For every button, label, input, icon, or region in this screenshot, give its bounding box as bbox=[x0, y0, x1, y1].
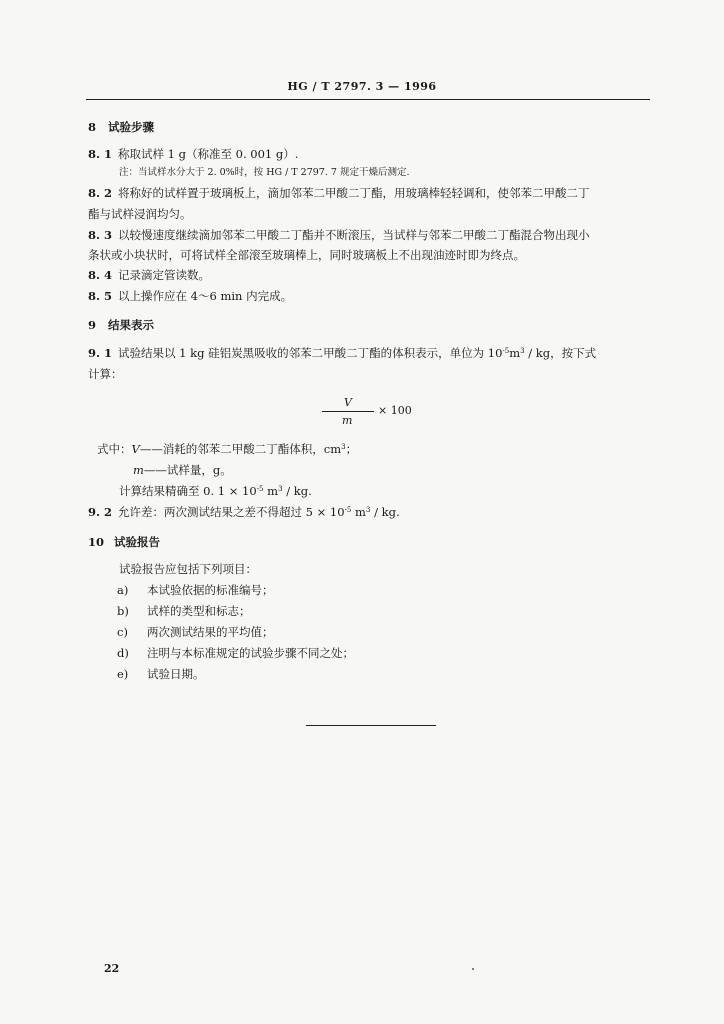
header-rule bbox=[86, 99, 650, 100]
clause-9-1-continued: 计算： bbox=[88, 367, 123, 381]
end-of-standard-rule bbox=[306, 725, 436, 726]
section-8-heading: 8 试验步骤 bbox=[88, 120, 154, 134]
standard-code-header: HG / T 2797. 3 — 1996 bbox=[287, 80, 437, 93]
report-item-b: b) 试样的类型和标志； bbox=[117, 604, 251, 618]
clause-8-2: 8. 2 将称好的试样置于玻璃板上，滴加邻苯二甲酸二丁酯，用玻璃棒轻轻调和，使邻苯二甲酸二丁 bbox=[88, 186, 590, 200]
where-v-line: 式中：V——消耗的邻苯二甲酸二丁酯体积，$cm^3$； bbox=[97, 442, 358, 456]
clause-8-2-continued: 酯与试样浸润均匀。 bbox=[88, 207, 192, 221]
section-10-heading: 10 试验报告 bbox=[88, 535, 160, 549]
clause-8-1: 8. 1 称取试样 1 g（称准至 0. 001 g）. bbox=[88, 147, 299, 161]
where-m-line: m——试样量，g。 bbox=[133, 463, 232, 477]
report-item-a: a) 本试验依据的标准编号； bbox=[117, 583, 274, 597]
page-number: 22 bbox=[104, 962, 120, 975]
fraction-bar bbox=[322, 411, 374, 412]
report-item-d: d) 注明与本标准规定的试验步骤不同之处； bbox=[117, 646, 354, 660]
clause-8-3-continued: 条状或小块状时，可将试样全部滚至玻璃棒上，同时玻璃板上不出现油迹时即为终点。 bbox=[88, 248, 525, 262]
clause-9-1: 9. 1 试验结果以 1 kg 硅铝炭黑吸收的邻苯二甲酸二丁酯的体积表示，单位为 $10^{-5}m^3$ / kg，按下式 bbox=[88, 346, 597, 360]
clause-8-5: 8. 5 以上操作应在 4～6 min 内完成。 bbox=[88, 289, 293, 303]
formula-numerator: V bbox=[344, 396, 352, 409]
formula-v-over-m bbox=[322, 396, 422, 430]
report-item-c: c) 两次测试结果的平均值； bbox=[117, 625, 274, 639]
precision-line: 计算结果精确至 0. $1 \times 10^{-5}$ $m^3$ / kg. bbox=[119, 484, 312, 498]
clause-8-3: 8. 3 以较慢速度继续滴加邻苯二甲酸二丁酯并不断滚压，当试样与邻苯二甲酸二丁酯混合物出现小 bbox=[88, 228, 590, 242]
clause-8-1-note: 注：当试样水分大于 2. 0%时，按 HG / T 2797. 7 规定干燥后测定. bbox=[119, 167, 410, 178]
scan-speck bbox=[472, 968, 474, 970]
report-item-e: e) 试验日期。 bbox=[117, 667, 205, 681]
clause-8-4: 8. 4 记录滴定管读数。 bbox=[88, 268, 210, 282]
section-9-heading: 9 结果表示 bbox=[88, 318, 154, 332]
formula-multiplier: × 100 bbox=[378, 404, 412, 417]
report-intro: 试验报告应包括下列项目： bbox=[119, 562, 257, 576]
formula-denominator: m bbox=[342, 414, 353, 427]
clause-9-2: 9. 2 允许差：两次测试结果之差不得超过 $5 \times 10^{-5}$ $m^3$ / kg. bbox=[88, 505, 400, 519]
